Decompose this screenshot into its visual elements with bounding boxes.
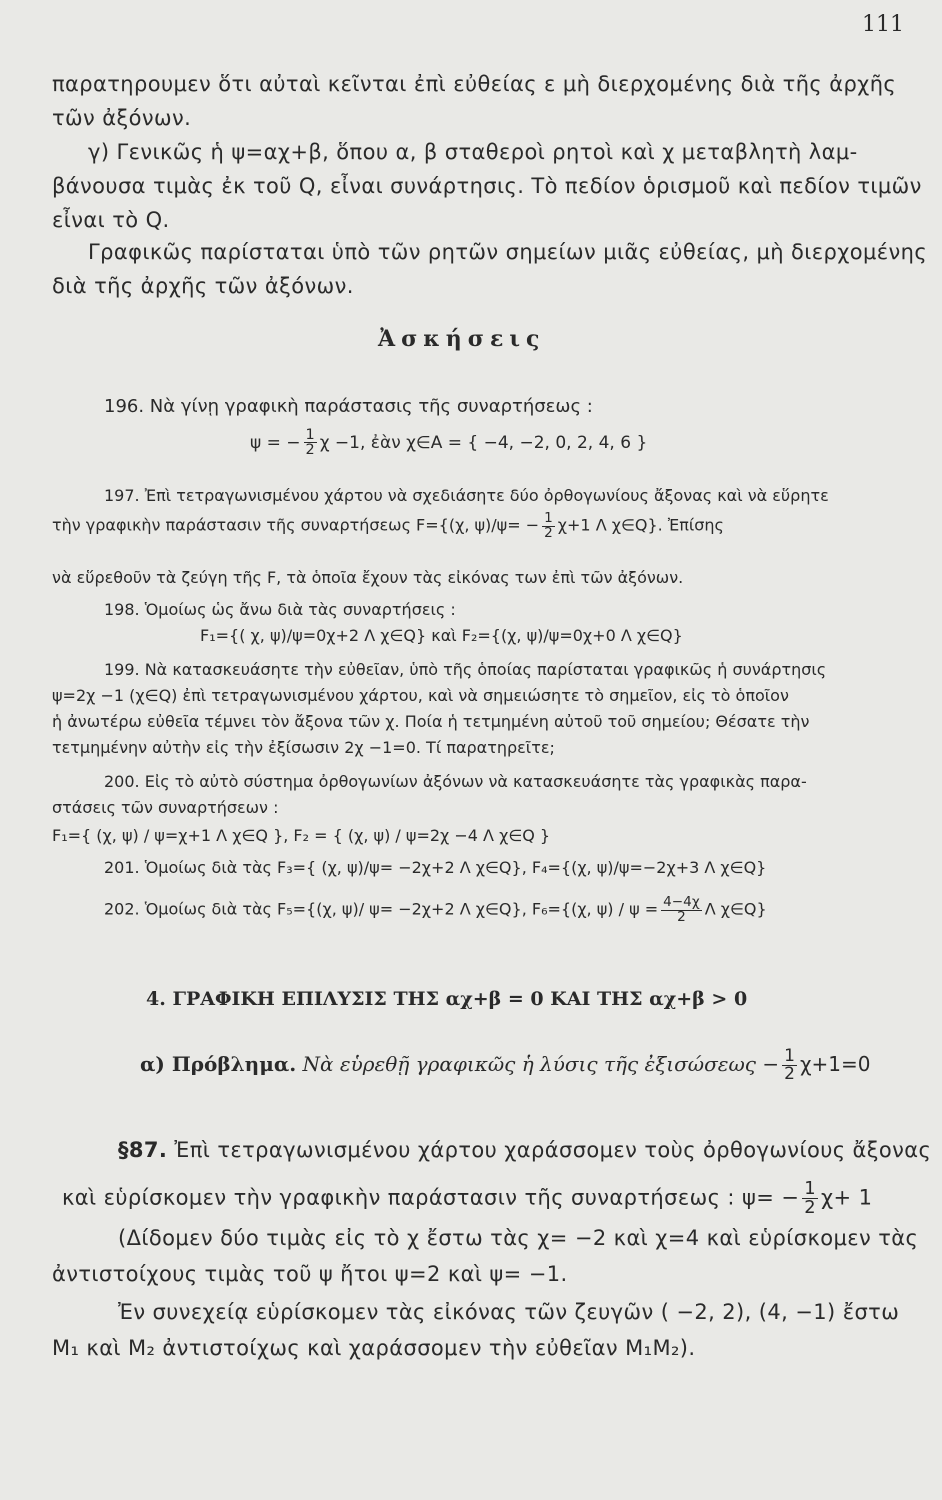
exercise-201-text: 201. Ὁμοίως διὰ τὰς F₃={ (χ, ψ)/ψ= −2χ+2 Λ χ∈Q}, F₄={(χ, ψ)/ψ=−2χ+3 Λ χ∈Q} xyxy=(104,858,767,877)
exercise-197-text: 197. Ἐπὶ τετραγωνισμένου χάρτου νὰ σχεδιάσητε δύο ὀρθογωνίους ἄξονας καὶ νὰ εὕρητε xyxy=(104,486,829,505)
text-line: διὰ τῆς ἀρχῆς τῶν ἀξόνων. xyxy=(52,274,354,298)
exercises-heading: Ἀσκήσεις xyxy=(378,326,546,352)
exercise-197-equation: τὴν γραφικὴν παράστασιν τῆς συναρτήσεως F={(χ, ψ)/ψ= − $\frac{1}{2}$ χ+1 Λ χ∈Q}. Ἐπίσης xyxy=(52,510,724,541)
text-line: εἶναι τὸ Q. xyxy=(52,208,170,232)
exercise-197-text: νὰ εὕρεθοῦν τὰ ζεύγη τῆς F, τὰ ὁποῖα ἔχουν τὰς εἰκόνας των ἐπὶ τῶν ἀξόνων. xyxy=(52,568,684,587)
exercise-199-text: ἡ ἀνωτέρω εὐθεῖα τέμνει τὸν ἄξονα τῶν χ. Ποία ἡ τετμημένη αὐτοῦ τοῦ σημείου; Θέσατε τὴν xyxy=(52,712,810,731)
exercise-198-equation: F₁={( χ, ψ)/ψ=0χ+2 Λ χ∈Q} καὶ F₂={(χ, ψ)/ψ=0χ+0 Λ χ∈Q} xyxy=(200,626,683,645)
exercise-199-text: τετμημένην αὐτὴν εἰς τὴν ἐξίσωσιν 2χ −1=0. Τί παρατηρεῖτε; xyxy=(52,738,555,757)
fraction: $\frac{1}{2}$ xyxy=(305,427,315,459)
text-line: βάνουσα τιμὰς ἐκ τοῦ Q, εἶναι συνάρτησις. Τὸ πεδίον ὁρισμοῦ καὶ πεδίον τιμῶν xyxy=(52,174,922,198)
text-line: Γραφικῶς παρίσταται ὑπὸ τῶν ρητῶν σημείων μιᾶς εὐθείας, μὴ διερχομένης xyxy=(88,240,928,264)
text-line: τῶν ἀξόνων. xyxy=(52,106,192,130)
fraction: $\frac{1}{2}$ xyxy=(544,510,553,541)
exercise-200-equation: F₁={ (χ, ψ) / ψ=χ+1 Λ χ∈Q }, F₂ = { (χ, ψ) / ψ=2χ −4 Λ χ∈Q } xyxy=(52,826,551,845)
exercise-196-equation: ψ = − $\frac{1}{2}$ χ −1, ἐὰν χ∈A = { −4, −2, 0, 2, 4, 6 } xyxy=(250,427,648,459)
exercise-202-equation: 202. Ὁμοίως διὰ τὰς F₅={(χ, ψ)/ ψ= −2χ+2 Λ χ∈Q}, F₆={(χ, ψ) / ψ = $\frac{4-4\chi}{2}$ Λ χ∈Q} xyxy=(104,894,767,925)
fraction: $\frac{1}{2}$ xyxy=(784,1046,795,1084)
fraction: $\frac{1}{2}$ xyxy=(804,1178,817,1218)
paragraph-87-line: M₁ καὶ M₂ ἀντιστοίχως καὶ χαράσσομεν τὴν εὐθεῖαν M₁M₂). xyxy=(52,1336,696,1360)
exercise-198-text: 198. Ὁμοίως ὡς ἄνω διὰ τὰς συναρτήσεις : xyxy=(104,600,456,619)
paragraph-87-line: (Δίδομεν δύο τιμὰς εἰς τὸ χ ἔστω τὰς χ= −2 καὶ χ=4 καὶ εὑρίσκομεν τὰς xyxy=(118,1226,919,1250)
page-number: 111 xyxy=(862,12,904,37)
exercise-200-text: 200. Εἰς τὸ αὐτὸ σύστημα ὀρθογωνίων ἀξόνων νὰ κατασκευάσητε τὰς γραφικὰς παρα- xyxy=(104,772,807,791)
paragraph-87-line: §87. Ἐπὶ τετραγωνισμένου χάρτου χαράσσομεν τοὺς ὀρθογωνίους ἄξονας xyxy=(118,1138,932,1162)
fraction: $\frac{4-4\chi}{2}$ xyxy=(663,894,700,925)
paragraph-87-equation: καὶ εὑρίσκομεν τὴν γραφικὴν παράστασιν τῆς συναρτήσεως : ψ= − $\frac{1}{2}$ χ+ 1 xyxy=(62,1178,873,1218)
text-line: γ) Γενικῶς ἡ ψ=αχ+β, ὅπου α, β σταθεροὶ ρητοὶ καὶ χ μεταβλητὴ λαμ- xyxy=(88,140,858,164)
paragraph-87-line: ἀντιστοίχους τιμὰς τοῦ ψ ἤτοι ψ=2 καὶ ψ= −1. xyxy=(52,1262,568,1286)
exercise-199-text: 199. Νὰ κατασκευάσητε τὴν εὐθεῖαν, ὑπὸ τῆς ὁποίας παρίσταται γραφικῶς ἡ συνάρτησις xyxy=(104,660,827,679)
exercise-200-text: στάσεις τῶν συναρτήσεων : xyxy=(52,798,279,817)
problem-statement: α) Πρόβλημα. Νὰ εὑρεθῇ γραφικῶς ἡ λύσις τῆς ἐξισώσεως − $\frac{1}{2}$ χ+1=0 xyxy=(140,1046,871,1084)
exercise-196-text: 196. Νὰ γίνῃ γραφικὴ παράστασις τῆς συναρτήσεως : xyxy=(104,396,593,417)
exercise-199-text: ψ=2χ −1 (χ∈Q) ἐπὶ τετραγωνισμένου χάρτου, καὶ νὰ σημειώσητε τὸ σημεῖον, εἰς τὸ ὁποῖον xyxy=(52,686,789,705)
section-heading: 4. ΓΡΑΦΙΚΗ ΕΠΙΛΥΣΙΣ ΤΗΣ αχ+β = 0 ΚΑΙ ΤΗΣ αχ+β > 0 xyxy=(146,988,748,1010)
text-line: παρατηρουμεν ὅτι αὐταὶ κεῖνται ἐπὶ εὐθείας ε μὴ διερχομένης διὰ τῆς ἀρχῆς xyxy=(52,72,897,96)
paragraph-87-line: Ἐν συνεχείᾳ εὑρίσκομεν τὰς εἰκόνας τῶν ζευγῶν ( −2, 2), (4, −1) ἔστω xyxy=(118,1300,900,1324)
